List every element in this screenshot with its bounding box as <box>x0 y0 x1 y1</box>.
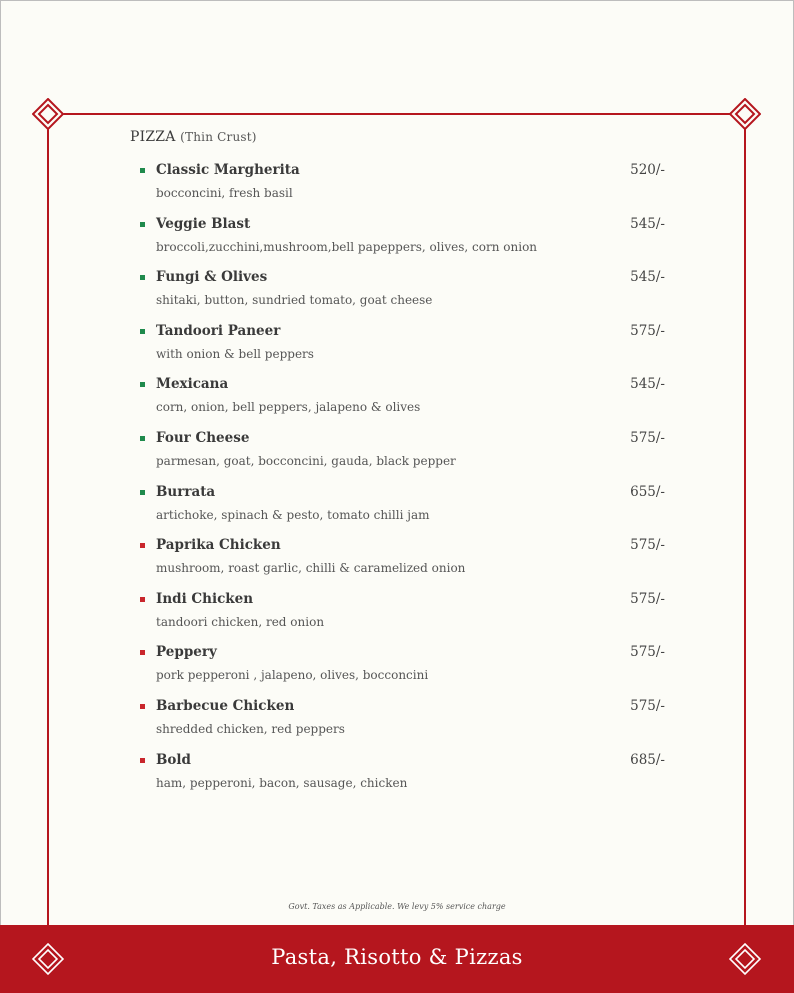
menu-item <box>140 267 670 321</box>
menu-item <box>140 214 670 268</box>
item-description: broccoli,zucchini,mushroom,bell papeppers, olives, corn onion <box>156 239 538 254</box>
frame-right-line <box>744 113 746 925</box>
item-name: Bold <box>156 751 191 768</box>
item-price: 575/- <box>630 590 665 607</box>
section-title <box>130 129 257 145</box>
footer-title: Pasta, Risotto & Pizzas <box>271 945 523 969</box>
item-description: mushroom, roast garlic, chilli & caramelized onion <box>156 561 466 576</box>
item-price: 575/- <box>630 429 665 446</box>
item-price: 575/- <box>630 322 665 339</box>
veg-square-icon <box>140 275 145 280</box>
item-name: Classic Margherita <box>156 162 300 178</box>
nonveg-square-icon <box>140 543 145 548</box>
item-name: Mexicana <box>156 376 229 393</box>
menu-item <box>140 160 670 214</box>
item-name: Fungi & Olives <box>156 269 268 286</box>
item-name: Four Cheese <box>156 429 250 446</box>
veg-square-icon <box>140 329 145 334</box>
item-name: Paprika Chicken <box>156 537 281 554</box>
menu-item <box>140 482 670 536</box>
menu-item <box>140 696 670 750</box>
frame-left-line <box>47 113 49 925</box>
item-price: 545/- <box>630 215 665 232</box>
veg-square-icon <box>140 382 145 387</box>
frame-top-line <box>48 113 745 115</box>
item-name: Indi Chicken <box>156 590 254 607</box>
item-description: ham, pepperoni, bacon, sausage, chicken <box>156 775 408 790</box>
item-name: Burrata <box>156 483 216 500</box>
item-name: Tandoori Paneer <box>156 322 281 339</box>
menu-item <box>140 428 670 482</box>
menu-item <box>140 589 670 643</box>
nonveg-square-icon <box>140 650 145 655</box>
menu-item <box>140 750 670 804</box>
item-description: pork pepperoni , jalapeno, olives, bocconcini <box>156 668 429 683</box>
section-title-subtitle: (Thin Crust) <box>180 130 257 144</box>
veg-square-icon <box>140 490 145 495</box>
nonveg-square-icon <box>140 704 145 709</box>
item-description: corn, onion, bell peppers, jalapeno & olives <box>156 400 421 415</box>
item-price: 520/- <box>630 162 665 178</box>
item-price: 655/- <box>630 483 665 500</box>
nonveg-square-icon <box>140 597 145 602</box>
section-title-main: PIZZA <box>130 129 176 145</box>
item-description: shredded chicken, red peppers <box>156 721 345 736</box>
veg-square-icon <box>140 436 145 441</box>
nonveg-square-icon <box>140 758 145 763</box>
tax-note: Govt. Taxes as Applicable. We levy 5% service charge <box>288 902 506 911</box>
diamond-ornament-icon <box>729 98 761 130</box>
veg-square-icon <box>140 168 145 173</box>
item-description: artichoke, spinach & pesto, tomato chilli jam <box>156 507 430 522</box>
footer-band <box>0 925 794 993</box>
item-name: Barbecue Chicken <box>156 697 295 714</box>
item-price: 575/- <box>630 644 665 661</box>
menu-item <box>140 321 670 375</box>
item-price: 545/- <box>630 269 665 286</box>
item-price: 545/- <box>630 376 665 393</box>
item-price: 575/- <box>630 697 665 714</box>
veg-square-icon <box>140 222 145 227</box>
item-description: with onion & bell peppers <box>156 346 314 361</box>
item-description: bocconcini, fresh basil <box>156 186 293 200</box>
item-name: Peppery <box>156 644 217 661</box>
menu-list <box>140 160 670 803</box>
menu-item <box>140 642 670 696</box>
item-price: 685/- <box>630 751 665 768</box>
diamond-ornament-icon <box>729 943 761 975</box>
item-description: tandoori chicken, red onion <box>156 614 325 629</box>
menu-item <box>140 535 670 589</box>
item-name: Veggie Blast <box>156 215 251 232</box>
diamond-ornament-icon <box>32 98 64 130</box>
item-description: shitaki, button, sundried tomato, goat cheese <box>156 293 433 308</box>
item-price: 575/- <box>630 537 665 554</box>
item-description: parmesan, goat, bocconcini, gauda, black pepper <box>156 453 456 468</box>
menu-item <box>140 374 670 428</box>
